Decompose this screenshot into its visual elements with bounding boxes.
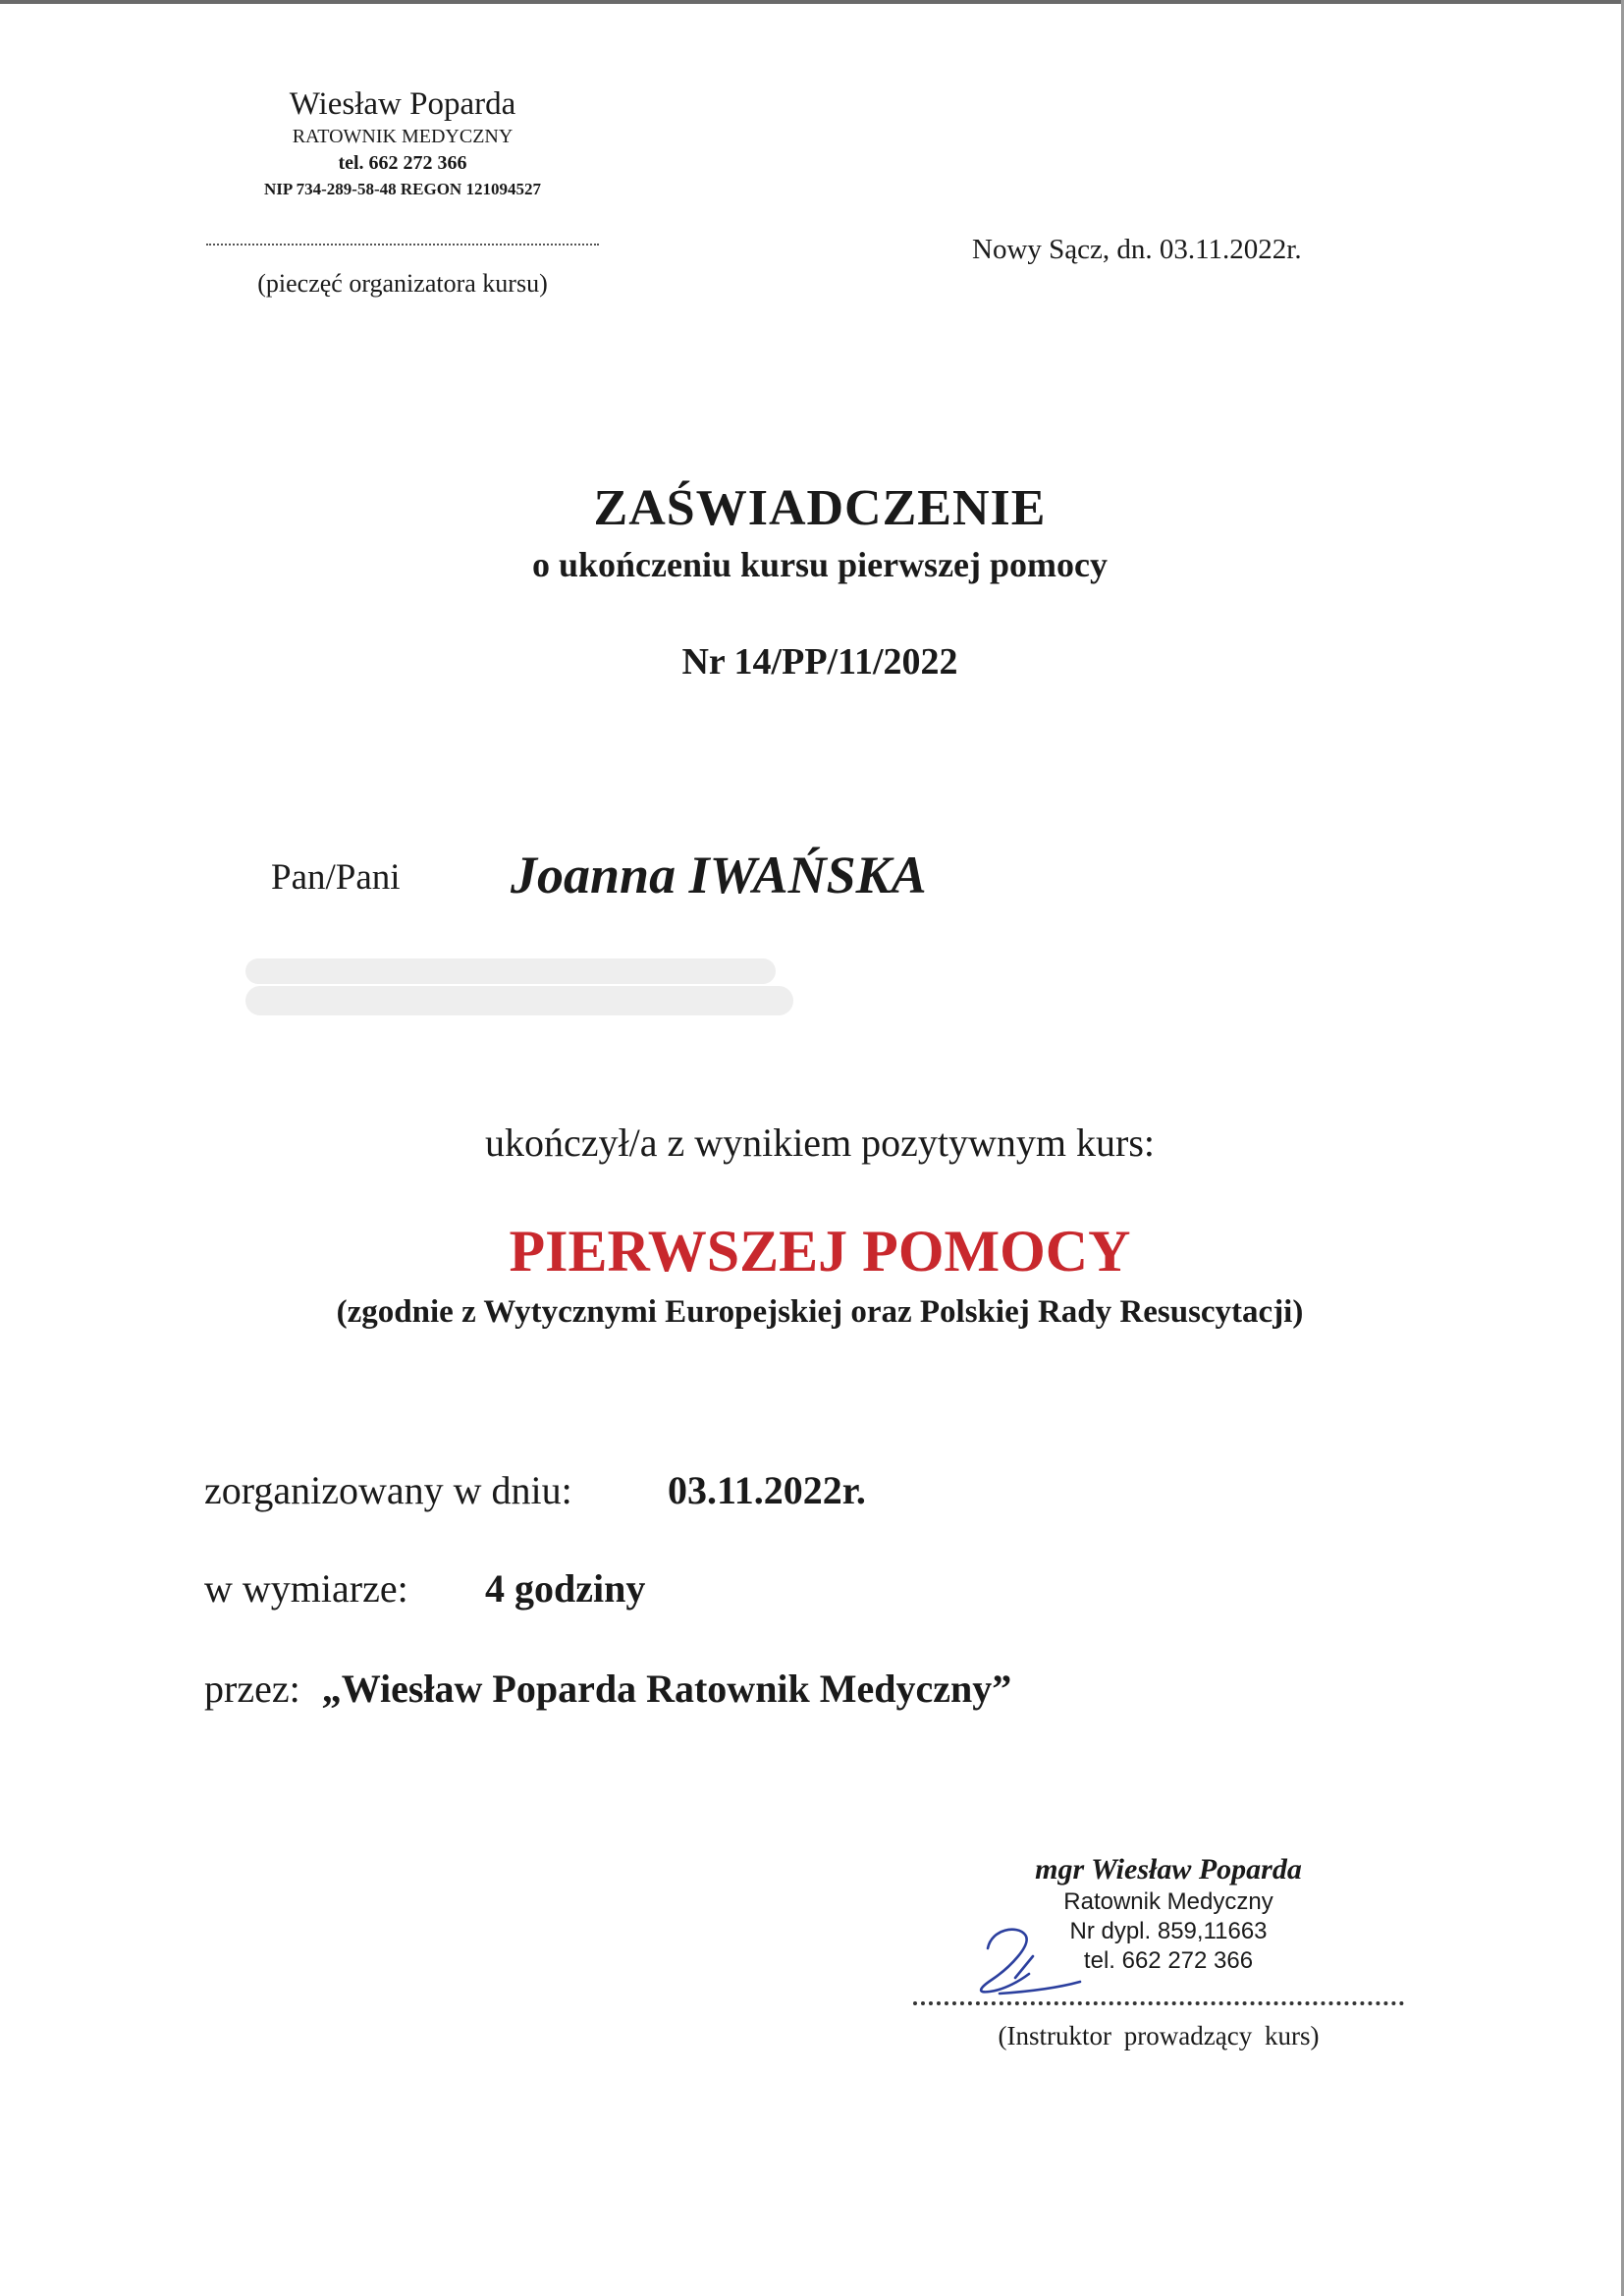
course-name: PIERWSZEJ POMOCY — [509, 1219, 1131, 1284]
organizer-phone: tel. 662 272 366 — [338, 152, 467, 174]
stamp-dotted-line — [206, 244, 599, 246]
redacted-field — [245, 958, 776, 984]
recipient-name: Joanna IWAŃSKA — [511, 846, 927, 904]
instructor-caption: (Instruktor prowadzący kurs) — [998, 2021, 1320, 2050]
by-value: „Wiesław Poparda Ratownik Medyczny” — [321, 1667, 1012, 1711]
organized-date-row — [204, 1467, 866, 1513]
course-guidelines: (zgodnie z Wytycznymi Europejskiej oraz Polskiej Rady Resuscytacji) — [336, 1294, 1304, 1330]
certificate-subtitle: o ukończeniu kursu pierwszej pomocy — [531, 545, 1109, 584]
salutation: Pan/Pani — [271, 857, 401, 898]
certificate-title: ZAŚWIADCZENIE — [593, 480, 1047, 536]
duration-value: 4 godziny — [485, 1566, 646, 1611]
handwritten-signature — [970, 1919, 1088, 1997]
organizer-row — [204, 1666, 1011, 1712]
organized-label: zorganizowany w dniu: — [204, 1468, 572, 1512]
organized-value: 03.11.2022r. — [668, 1468, 866, 1512]
organizer-name: Wiesław Poparda — [289, 86, 516, 122]
redacted-field — [245, 986, 793, 1015]
instructor-phone: tel. 662 272 366 — [1083, 1947, 1254, 1974]
certificate-number: Nr 14/PP/11/2022 — [681, 641, 958, 683]
duration-label: w wymiarze: — [204, 1566, 408, 1611]
organizer-role: RATOWNIK MEDYCZNY — [292, 126, 514, 147]
organizer-stamp — [196, 84, 609, 202]
stamp-caption: (pieczęć organizatora kursu) — [257, 269, 548, 298]
top-border — [0, 0, 1624, 4]
organizer-ids: NIP 734-289-58-48 REGON 121094527 — [264, 180, 541, 198]
instructor-role: Ratownik Medyczny — [1063, 1888, 1273, 1915]
instructor-diploma: Nr dypl. 859,11663 — [1069, 1918, 1268, 1944]
duration-row — [204, 1565, 646, 1612]
by-label: przez: — [204, 1667, 300, 1711]
completion-text: ukończył/a z wynikiem pozytywnym kurs: — [484, 1121, 1156, 1165]
instructor-name: mgr Wiesław Poparda — [1035, 1853, 1302, 1886]
place-date: Nowy Sącz, dn. 03.11.2022r. — [972, 234, 1302, 265]
signature-dotted-line — [913, 2001, 1404, 2005]
